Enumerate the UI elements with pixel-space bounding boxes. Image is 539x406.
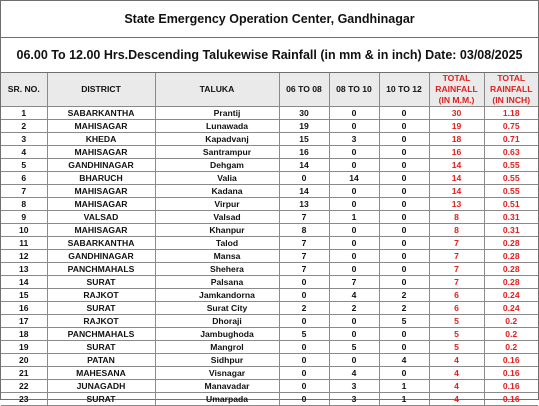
taluka-cell: Sidhpur (155, 354, 279, 367)
table-row (1, 302, 538, 315)
rain-08-10-cell: 0 (329, 237, 379, 250)
rain-06-08-cell: 0 (279, 367, 329, 380)
district-cell: MAHISAGAR (47, 120, 155, 133)
rain-08-10-cell: 0 (329, 146, 379, 159)
taluka-cell: Prantij (155, 107, 279, 120)
total-mm-cell: 14 (429, 159, 484, 172)
rain-08-10-cell: 0 (329, 250, 379, 263)
table-row (1, 341, 538, 354)
rain-10-12-cell: 0 (379, 133, 429, 146)
col-header-06-to-08: 06 TO 08 (279, 73, 329, 107)
total-inch-cell: 0.16 (484, 367, 538, 380)
taluka-cell: Kadana (155, 185, 279, 198)
total-mm-cell: 13 (429, 198, 484, 211)
table-row (1, 159, 538, 172)
table-row (1, 263, 538, 276)
total-mm-cell: 4 (429, 380, 484, 393)
district-cell: KHEDA (47, 133, 155, 146)
district-cell: RAJKOT (47, 289, 155, 302)
rain-06-08-cell: 0 (279, 289, 329, 302)
district-cell: MAHISAGAR (47, 146, 155, 159)
total-inch-cell: 0.55 (484, 172, 538, 185)
taluka-cell: Surat City (155, 302, 279, 315)
rain-08-10-cell: 3 (329, 393, 379, 406)
total-inch-cell: 0.75 (484, 120, 538, 133)
table-row (1, 146, 538, 159)
sr-no-cell: 6 (1, 172, 47, 185)
sr-no-cell: 1 (1, 107, 47, 120)
rain-10-12-cell: 0 (379, 172, 429, 185)
rain-10-12-cell: 0 (379, 185, 429, 198)
total-inch-cell: 0.63 (484, 146, 538, 159)
rain-10-12-cell: 2 (379, 289, 429, 302)
col-header-sr-no: SR. NO. (1, 73, 47, 107)
rain-10-12-cell: 0 (379, 146, 429, 159)
sr-no-cell: 7 (1, 185, 47, 198)
total-mm-cell: 8 (429, 224, 484, 237)
rain-06-08-cell: 7 (279, 263, 329, 276)
table-row (1, 367, 538, 380)
total-mm-cell: 7 (429, 237, 484, 250)
rain-06-08-cell: 30 (279, 107, 329, 120)
total-mm-cell: 4 (429, 354, 484, 367)
total-inch-cell: 0.2 (484, 341, 538, 354)
table-row (1, 224, 538, 237)
rain-06-08-cell: 15 (279, 133, 329, 146)
table-row (1, 185, 538, 198)
col-header-taluka: TALUKA (155, 73, 279, 107)
district-cell: PANCHMAHALS (47, 263, 155, 276)
total-inch-cell: 0.28 (484, 263, 538, 276)
rain-10-12-cell: 0 (379, 237, 429, 250)
taluka-cell: Kapadvanj (155, 133, 279, 146)
district-cell: SURAT (47, 276, 155, 289)
sr-no-cell: 5 (1, 159, 47, 172)
district-cell: BHARUCH (47, 172, 155, 185)
sr-no-cell: 23 (1, 393, 47, 406)
total-mm-cell: 5 (429, 341, 484, 354)
total-mm-cell: 7 (429, 276, 484, 289)
table-row (1, 354, 538, 367)
taluka-cell: Valia (155, 172, 279, 185)
total-mm-cell: 16 (429, 146, 484, 159)
sr-no-cell: 17 (1, 315, 47, 328)
total-mm-cell: 4 (429, 393, 484, 406)
table-row (1, 237, 538, 250)
rain-10-12-cell: 0 (379, 107, 429, 120)
rain-08-10-cell: 0 (329, 263, 379, 276)
district-cell: VALSAD (47, 211, 155, 224)
sr-no-cell: 22 (1, 380, 47, 393)
taluka-cell: Talod (155, 237, 279, 250)
total-mm-cell: 6 (429, 302, 484, 315)
rain-10-12-cell: 0 (379, 250, 429, 263)
sr-no-cell: 3 (1, 133, 47, 146)
total-inch-cell: 0.28 (484, 250, 538, 263)
district-cell: GANDHINAGAR (47, 250, 155, 263)
district-cell: SURAT (47, 341, 155, 354)
rain-06-08-cell: 0 (279, 341, 329, 354)
sr-no-cell: 4 (1, 146, 47, 159)
district-cell: SABARKANTHA (47, 237, 155, 250)
col-header-total-inch: TOTAL RAINFALL (IN INCH) (484, 73, 538, 107)
rain-08-10-cell: 0 (329, 224, 379, 237)
total-inch-cell: 0.16 (484, 380, 538, 393)
rain-08-10-cell: 5 (329, 341, 379, 354)
total-inch-cell: 0.28 (484, 237, 538, 250)
rainfall-table (1, 73, 538, 406)
table-row (1, 250, 538, 263)
total-inch-cell: 0.16 (484, 354, 538, 367)
table-header-row (1, 73, 538, 107)
sr-no-cell: 14 (1, 276, 47, 289)
district-cell: SURAT (47, 302, 155, 315)
col-header-district: DISTRICT (47, 73, 155, 107)
district-cell: SABARKANTHA (47, 107, 155, 120)
rain-10-12-cell: 2 (379, 302, 429, 315)
total-mm-cell: 14 (429, 185, 484, 198)
taluka-cell: Mansa (155, 250, 279, 263)
rain-06-08-cell: 7 (279, 250, 329, 263)
report-title: State Emergency Operation Center, Gandhinagar (1, 1, 538, 38)
rain-08-10-cell: 4 (329, 367, 379, 380)
taluka-cell: Manavadar (155, 380, 279, 393)
district-cell: SURAT (47, 393, 155, 406)
total-mm-cell: 18 (429, 133, 484, 146)
total-mm-cell: 5 (429, 315, 484, 328)
rain-06-08-cell: 8 (279, 224, 329, 237)
total-mm-cell: 7 (429, 263, 484, 276)
rain-06-08-cell: 7 (279, 211, 329, 224)
table-row (1, 133, 538, 146)
rain-06-08-cell: 19 (279, 120, 329, 133)
rain-08-10-cell: 3 (329, 380, 379, 393)
total-mm-cell: 14 (429, 172, 484, 185)
rain-08-10-cell: 0 (329, 159, 379, 172)
taluka-cell: Lunawada (155, 120, 279, 133)
taluka-cell: Shehera (155, 263, 279, 276)
rain-08-10-cell: 0 (329, 354, 379, 367)
rain-06-08-cell: 0 (279, 393, 329, 406)
total-inch-cell: 0.16 (484, 393, 538, 406)
sr-no-cell: 20 (1, 354, 47, 367)
table-row (1, 393, 538, 406)
table-row (1, 276, 538, 289)
taluka-cell: Santrampur (155, 146, 279, 159)
total-mm-cell: 4 (429, 367, 484, 380)
total-inch-cell: 0.31 (484, 211, 538, 224)
sr-no-cell: 21 (1, 367, 47, 380)
sr-no-cell: 18 (1, 328, 47, 341)
district-cell: MAHESANA (47, 367, 155, 380)
rain-06-08-cell: 0 (279, 354, 329, 367)
rain-06-08-cell: 13 (279, 198, 329, 211)
rain-10-12-cell: 0 (379, 120, 429, 133)
total-inch-cell: 0.2 (484, 328, 538, 341)
rain-06-08-cell: 14 (279, 159, 329, 172)
table-row (1, 172, 538, 185)
total-inch-cell: 0.51 (484, 198, 538, 211)
total-inch-cell: 0.31 (484, 224, 538, 237)
rain-08-10-cell: 1 (329, 211, 379, 224)
col-header-10-to-12: 10 TO 12 (379, 73, 429, 107)
rain-08-10-cell: 3 (329, 133, 379, 146)
total-inch-cell: 0.55 (484, 159, 538, 172)
rain-08-10-cell: 2 (329, 302, 379, 315)
rain-10-12-cell: 0 (379, 263, 429, 276)
rain-08-10-cell: 7 (329, 276, 379, 289)
total-inch-cell: 0.28 (484, 276, 538, 289)
total-inch-cell: 0.24 (484, 289, 538, 302)
total-mm-cell: 7 (429, 250, 484, 263)
rain-08-10-cell: 0 (329, 185, 379, 198)
rain-10-12-cell: 0 (379, 276, 429, 289)
rain-06-08-cell: 5 (279, 328, 329, 341)
rain-06-08-cell: 14 (279, 185, 329, 198)
table-row (1, 315, 538, 328)
taluka-cell: Virpur (155, 198, 279, 211)
rain-10-12-cell: 0 (379, 341, 429, 354)
district-cell: GANDHINAGAR (47, 159, 155, 172)
sr-no-cell: 13 (1, 263, 47, 276)
rain-06-08-cell: 0 (279, 315, 329, 328)
table-row (1, 328, 538, 341)
district-cell: MAHISAGAR (47, 185, 155, 198)
rain-06-08-cell: 0 (279, 380, 329, 393)
sr-no-cell: 19 (1, 341, 47, 354)
rain-08-10-cell: 4 (329, 289, 379, 302)
rain-10-12-cell: 0 (379, 198, 429, 211)
rain-10-12-cell: 4 (379, 354, 429, 367)
rain-08-10-cell: 14 (329, 172, 379, 185)
table-row (1, 107, 538, 120)
sr-no-cell: 2 (1, 120, 47, 133)
sr-no-cell: 11 (1, 237, 47, 250)
total-inch-cell: 0.55 (484, 185, 538, 198)
sr-no-cell: 16 (1, 302, 47, 315)
sr-no-cell: 15 (1, 289, 47, 302)
district-cell: JUNAGADH (47, 380, 155, 393)
district-cell: MAHISAGAR (47, 224, 155, 237)
district-cell: MAHISAGAR (47, 198, 155, 211)
rain-10-12-cell: 5 (379, 315, 429, 328)
total-mm-cell: 5 (429, 328, 484, 341)
rain-10-12-cell: 0 (379, 367, 429, 380)
taluka-cell: Palsana (155, 276, 279, 289)
district-cell: PANCHMAHALS (47, 328, 155, 341)
rain-08-10-cell: 0 (329, 120, 379, 133)
rain-10-12-cell: 1 (379, 380, 429, 393)
rain-08-10-cell: 0 (329, 107, 379, 120)
report-subtitle: 06.00 To 12.00 Hrs.Descending Talukewise Rainfall (in mm & in inch) Date: 03/08/2025 (1, 38, 538, 73)
table-row (1, 120, 538, 133)
total-inch-cell: 0.2 (484, 315, 538, 328)
taluka-cell: Dehgam (155, 159, 279, 172)
rain-08-10-cell: 0 (329, 198, 379, 211)
taluka-cell: Umarpada (155, 393, 279, 406)
table-row (1, 211, 538, 224)
taluka-cell: Visnagar (155, 367, 279, 380)
rain-10-12-cell: 0 (379, 211, 429, 224)
sr-no-cell: 8 (1, 198, 47, 211)
taluka-cell: Khanpur (155, 224, 279, 237)
total-inch-cell: 0.71 (484, 133, 538, 146)
rain-06-08-cell: 16 (279, 146, 329, 159)
rain-10-12-cell: 0 (379, 224, 429, 237)
table-row (1, 289, 538, 302)
sr-no-cell: 12 (1, 250, 47, 263)
total-mm-cell: 19 (429, 120, 484, 133)
total-mm-cell: 30 (429, 107, 484, 120)
total-mm-cell: 6 (429, 289, 484, 302)
rain-10-12-cell: 0 (379, 328, 429, 341)
rain-08-10-cell: 0 (329, 315, 379, 328)
total-mm-cell: 8 (429, 211, 484, 224)
rain-06-08-cell: 2 (279, 302, 329, 315)
taluka-cell: Mangrol (155, 341, 279, 354)
district-cell: RAJKOT (47, 315, 155, 328)
taluka-cell: Jambughoda (155, 328, 279, 341)
total-inch-cell: 1.18 (484, 107, 538, 120)
rain-10-12-cell: 0 (379, 159, 429, 172)
col-header-08-to-10: 08 TO 10 (329, 73, 379, 107)
col-header-total-mm: TOTAL RAINFALL (IN M.M.) (429, 73, 484, 107)
taluka-cell: Dhoraji (155, 315, 279, 328)
taluka-cell: Jamkandorna (155, 289, 279, 302)
rain-08-10-cell: 0 (329, 328, 379, 341)
district-cell: PATAN (47, 354, 155, 367)
rain-10-12-cell: 1 (379, 393, 429, 406)
sr-no-cell: 9 (1, 211, 47, 224)
rain-06-08-cell: 0 (279, 172, 329, 185)
rain-06-08-cell: 0 (279, 276, 329, 289)
table-row (1, 380, 538, 393)
total-inch-cell: 0.24 (484, 302, 538, 315)
rain-06-08-cell: 7 (279, 237, 329, 250)
table-row (1, 198, 538, 211)
sr-no-cell: 10 (1, 224, 47, 237)
taluka-cell: Valsad (155, 211, 279, 224)
